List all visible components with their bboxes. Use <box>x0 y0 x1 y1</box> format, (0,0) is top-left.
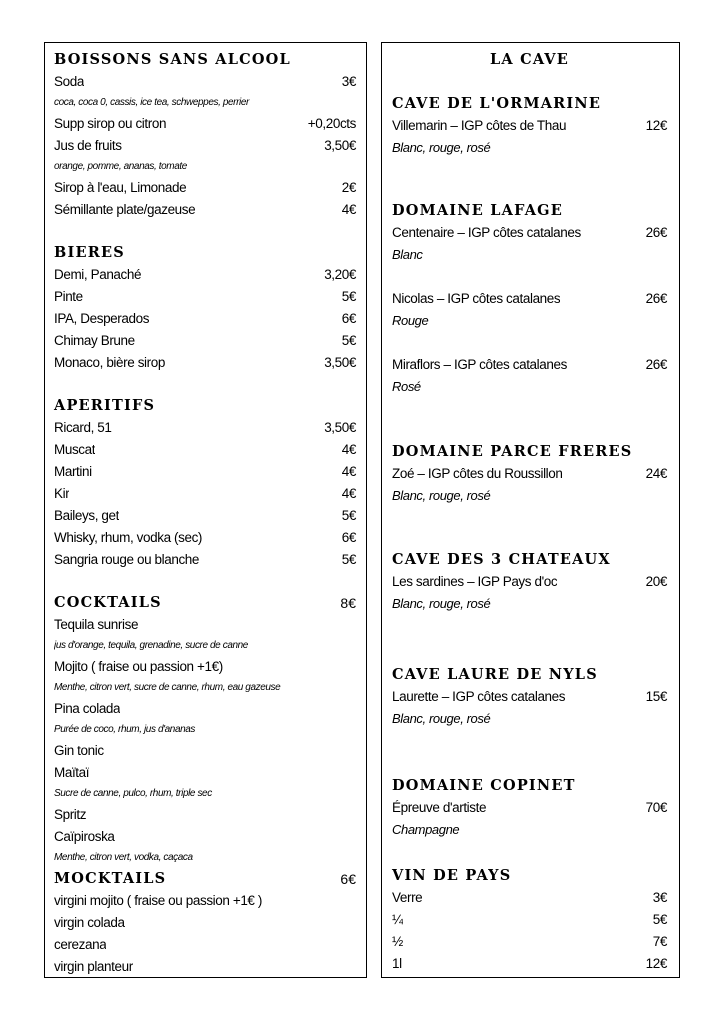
wine-section <box>392 865 667 975</box>
item-description: orange, pomme, ananas, tomate <box>54 161 187 172</box>
menu-item: Soda 3€ <box>54 74 356 89</box>
menu-item: Tequila sunrise <box>54 617 139 632</box>
section-title: DOMAINE PARCE FRERES <box>392 443 633 460</box>
menu-item: Chimay Brune 5€ <box>54 333 356 348</box>
section-title: APERITIFS <box>54 397 156 414</box>
wine-list-title: LA CAVE <box>490 51 569 68</box>
section-price: 6€ <box>340 871 356 887</box>
wine-section <box>392 93 667 159</box>
menu-item: Sangria rouge ou blanche 5€ <box>54 552 356 567</box>
section-title: DOMAINE LAFAGE <box>392 202 564 219</box>
wine-item: Zoé – IGP côtes du Roussillon 24€ <box>392 466 667 481</box>
wine-section <box>392 441 667 507</box>
menu-item: Mojito ( fraise ou passion +1€) <box>54 659 223 674</box>
wine-item: Villemarin – IGP côtes de Thau 12€ <box>392 118 667 133</box>
wine-color: Blanc, rouge, rosé <box>392 596 491 611</box>
item-description: Menthe, citron vert, sucre de canne, rhum, eau gazeuse <box>54 682 281 693</box>
wine-color: Blanc <box>392 247 423 262</box>
menu-item: Spritz <box>54 807 87 822</box>
menu-item: IPA, Desperados 6€ <box>54 311 356 326</box>
section-title: VIN DE PAYS <box>392 867 512 884</box>
wine-section <box>392 200 667 398</box>
wine-color: Rosé <box>392 379 421 394</box>
menu-item: virgin planteur <box>54 959 133 974</box>
menu-item: virgin colada <box>54 915 125 930</box>
menu-item: cerezana <box>54 937 107 952</box>
wine-color: Blanc, rouge, rosé <box>392 711 491 726</box>
menu-item: Jus de fruits 3,50€ <box>54 138 356 153</box>
menu-item: Muscat 4€ <box>54 442 356 457</box>
section-title: CAVE DE L'ORMARINE <box>392 95 602 112</box>
menu-item: Gin tonic <box>54 743 104 758</box>
wine-item: Centenaire – IGP côtes catalanes 26€ <box>392 225 667 240</box>
section-title: CAVE DES 3 CHATEAUX <box>392 551 611 568</box>
item-description: coca, coca 0, cassis, ice tea, schweppes, perrier <box>54 97 249 108</box>
menu-item: Baileys, get 5€ <box>54 508 356 523</box>
section-title: CAVE LAURE DE NYLS <box>392 666 598 683</box>
wine-color: Rouge <box>392 313 429 328</box>
item-description: Sucre de canne, pulco, rhum, triple sec <box>54 788 212 799</box>
menu-item: Pinte 5€ <box>54 289 356 304</box>
wine-item: 1l 12€ <box>392 956 667 971</box>
section-title: BIERES <box>54 244 125 261</box>
wine-section <box>392 775 667 841</box>
wine-item: Nicolas – IGP côtes catalanes 26€ <box>392 291 667 306</box>
menu-item: Pina colada <box>54 701 121 716</box>
item-description: Menthe, citron vert, vodka, caçaca <box>54 852 193 863</box>
menu-item: virgini mojito ( fraise ou passion +1€ ) <box>54 893 262 908</box>
wine-item: Épreuve d'artiste 70€ <box>392 800 667 815</box>
menu-item: Sirop à l'eau, Limonade 2€ <box>54 180 356 195</box>
wine-item: ¼ 5€ <box>392 912 667 927</box>
section-title: DOMAINE COPINET <box>392 777 576 794</box>
wine-section <box>392 549 667 615</box>
wine-item: ½ 7€ <box>392 934 667 949</box>
section-title: COCKTAILS 8€ <box>54 592 356 614</box>
menu-item: Martini 4€ <box>54 464 356 479</box>
menu-item: Monaco, bière sirop 3,50€ <box>54 355 356 370</box>
menu-item: Caïpiroska <box>54 829 115 844</box>
wine-section <box>392 664 667 730</box>
item-description: jus d'orange, tequila, grenadine, sucre de canne <box>54 640 248 651</box>
wine-color: Champagne <box>392 822 460 837</box>
menu-item: Sémillante plate/gazeuse 4€ <box>54 202 356 217</box>
item-description: Purée de coco, rhum, jus d'ananas <box>54 724 196 735</box>
section-price: 8€ <box>340 595 356 611</box>
menu-item: Maïtaï <box>54 765 90 780</box>
wine-item: Les sardines – IGP Pays d'oc 20€ <box>392 574 667 589</box>
wine-item: Laurette – IGP côtes catalanes 15€ <box>392 689 667 704</box>
wine-color: Blanc, rouge, rosé <box>392 140 491 155</box>
menu-item: Kir 4€ <box>54 486 356 501</box>
wine-panel <box>381 42 680 978</box>
wine-item: Verre 3€ <box>392 890 667 905</box>
section-title: MOCKTAILS 6€ <box>54 868 356 890</box>
drinks-panel <box>44 42 367 978</box>
menu-item: Demi, Panaché 3,20€ <box>54 267 356 282</box>
wine-item: Miraflors – IGP côtes catalanes 26€ <box>392 357 667 372</box>
section-title: BOISSONS SANS ALCOOL <box>54 51 291 68</box>
menu-item: Ricard, 51 3,50€ <box>54 420 356 435</box>
wine-color: Blanc, rouge, rosé <box>392 488 491 503</box>
menu-item: Supp sirop ou citron +0,20cts <box>54 116 356 131</box>
menu-item: Whisky, rhum, vodka (sec) 6€ <box>54 530 356 545</box>
